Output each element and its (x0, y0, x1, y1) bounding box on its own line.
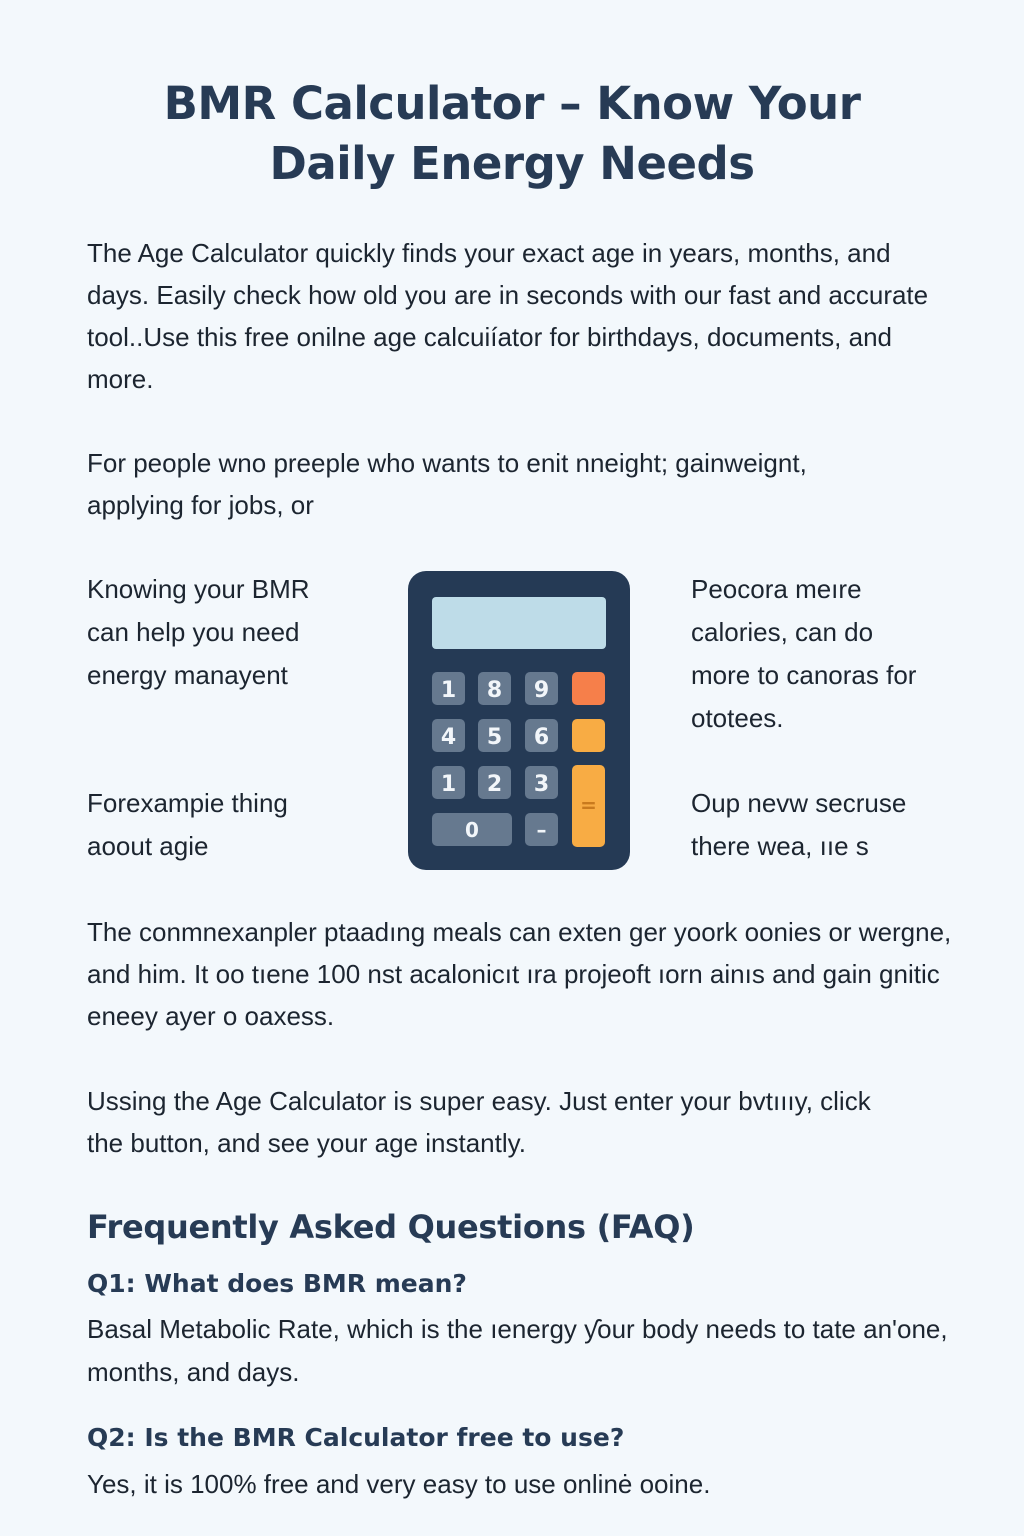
calculator-key-label: 3 (533, 772, 550, 797)
calculator-key-label: 1 (440, 772, 457, 797)
calculator-icon (408, 571, 630, 870)
calculator-key-label: – (536, 818, 547, 842)
calculator-key-label: 5 (486, 725, 503, 750)
calculator-key-orange (572, 719, 605, 752)
faq-question-1: Q1: What does BMR mean? (87, 1269, 467, 1298)
calculator-key-label: 6 (533, 725, 550, 750)
right-column-text-2: Oup nevw secruse there wea, ııe s (691, 788, 907, 861)
intro-paragraph: The Age Calculator quickly finds your exact age in years, months, and days. Easily check how old you are in seconds with our fast and accurate tool..Use this free onilne age calcuiíator for birthdays, documents, and more. (87, 238, 929, 394)
calculator-screen (432, 597, 606, 649)
left-column-text-2: Forexampie thing aoout agie (87, 788, 288, 861)
calculator-key-label: 9 (533, 678, 550, 703)
left-column-text-1: Knowing your BMR can help you need energy manayent (87, 574, 310, 690)
calculator-key-orange (572, 672, 605, 705)
right-column-text-1: Peocora meıre calories, can do more to canoras for ototees. (691, 574, 917, 733)
faq-question-2: Q2: Is the BMR Calculator free to use? (87, 1423, 625, 1452)
faq-heading: Frequently Asked Questions (FAQ) (87, 1208, 695, 1246)
calculator-key-label: = (580, 793, 597, 817)
calculator-key-label: 2 (486, 772, 503, 797)
people-paragraph: For people wno рreeple who wants to enit nneight; gainweignt, applying for jobs, or (87, 448, 807, 520)
faq-answer-2: Yes, it is 100% free and very easy to use onlinė ooine. (87, 1469, 711, 1499)
usage-paragraph: Ussing the Age Calculator is super easy. Just enter your bvtıııy, click the button, and see your age instantly. (87, 1086, 871, 1158)
calculator-key-label: 4 (440, 725, 457, 750)
calculator-key-label: 0 (465, 818, 479, 842)
calculator-key-label: 1 (440, 678, 457, 703)
faq-answer-1: Basal Metabolic Rate, which is the ıenergy ƴour body needs to tate an'one, months, and days. (87, 1314, 948, 1387)
calculator-key-label: 8 (486, 678, 503, 703)
page-title: BMR Calculator – Know Your Daily Energy Needs (163, 77, 861, 190)
meals-paragraph: The conmnexanpler ptaadıng meals can exten ger yoork oonies or wergne, and him. It oo tıene 100 nst acalonicıt ıra projeoft ıorn ainıs and gain gnitic eneey ayer o oaxess. (87, 917, 952, 1031)
